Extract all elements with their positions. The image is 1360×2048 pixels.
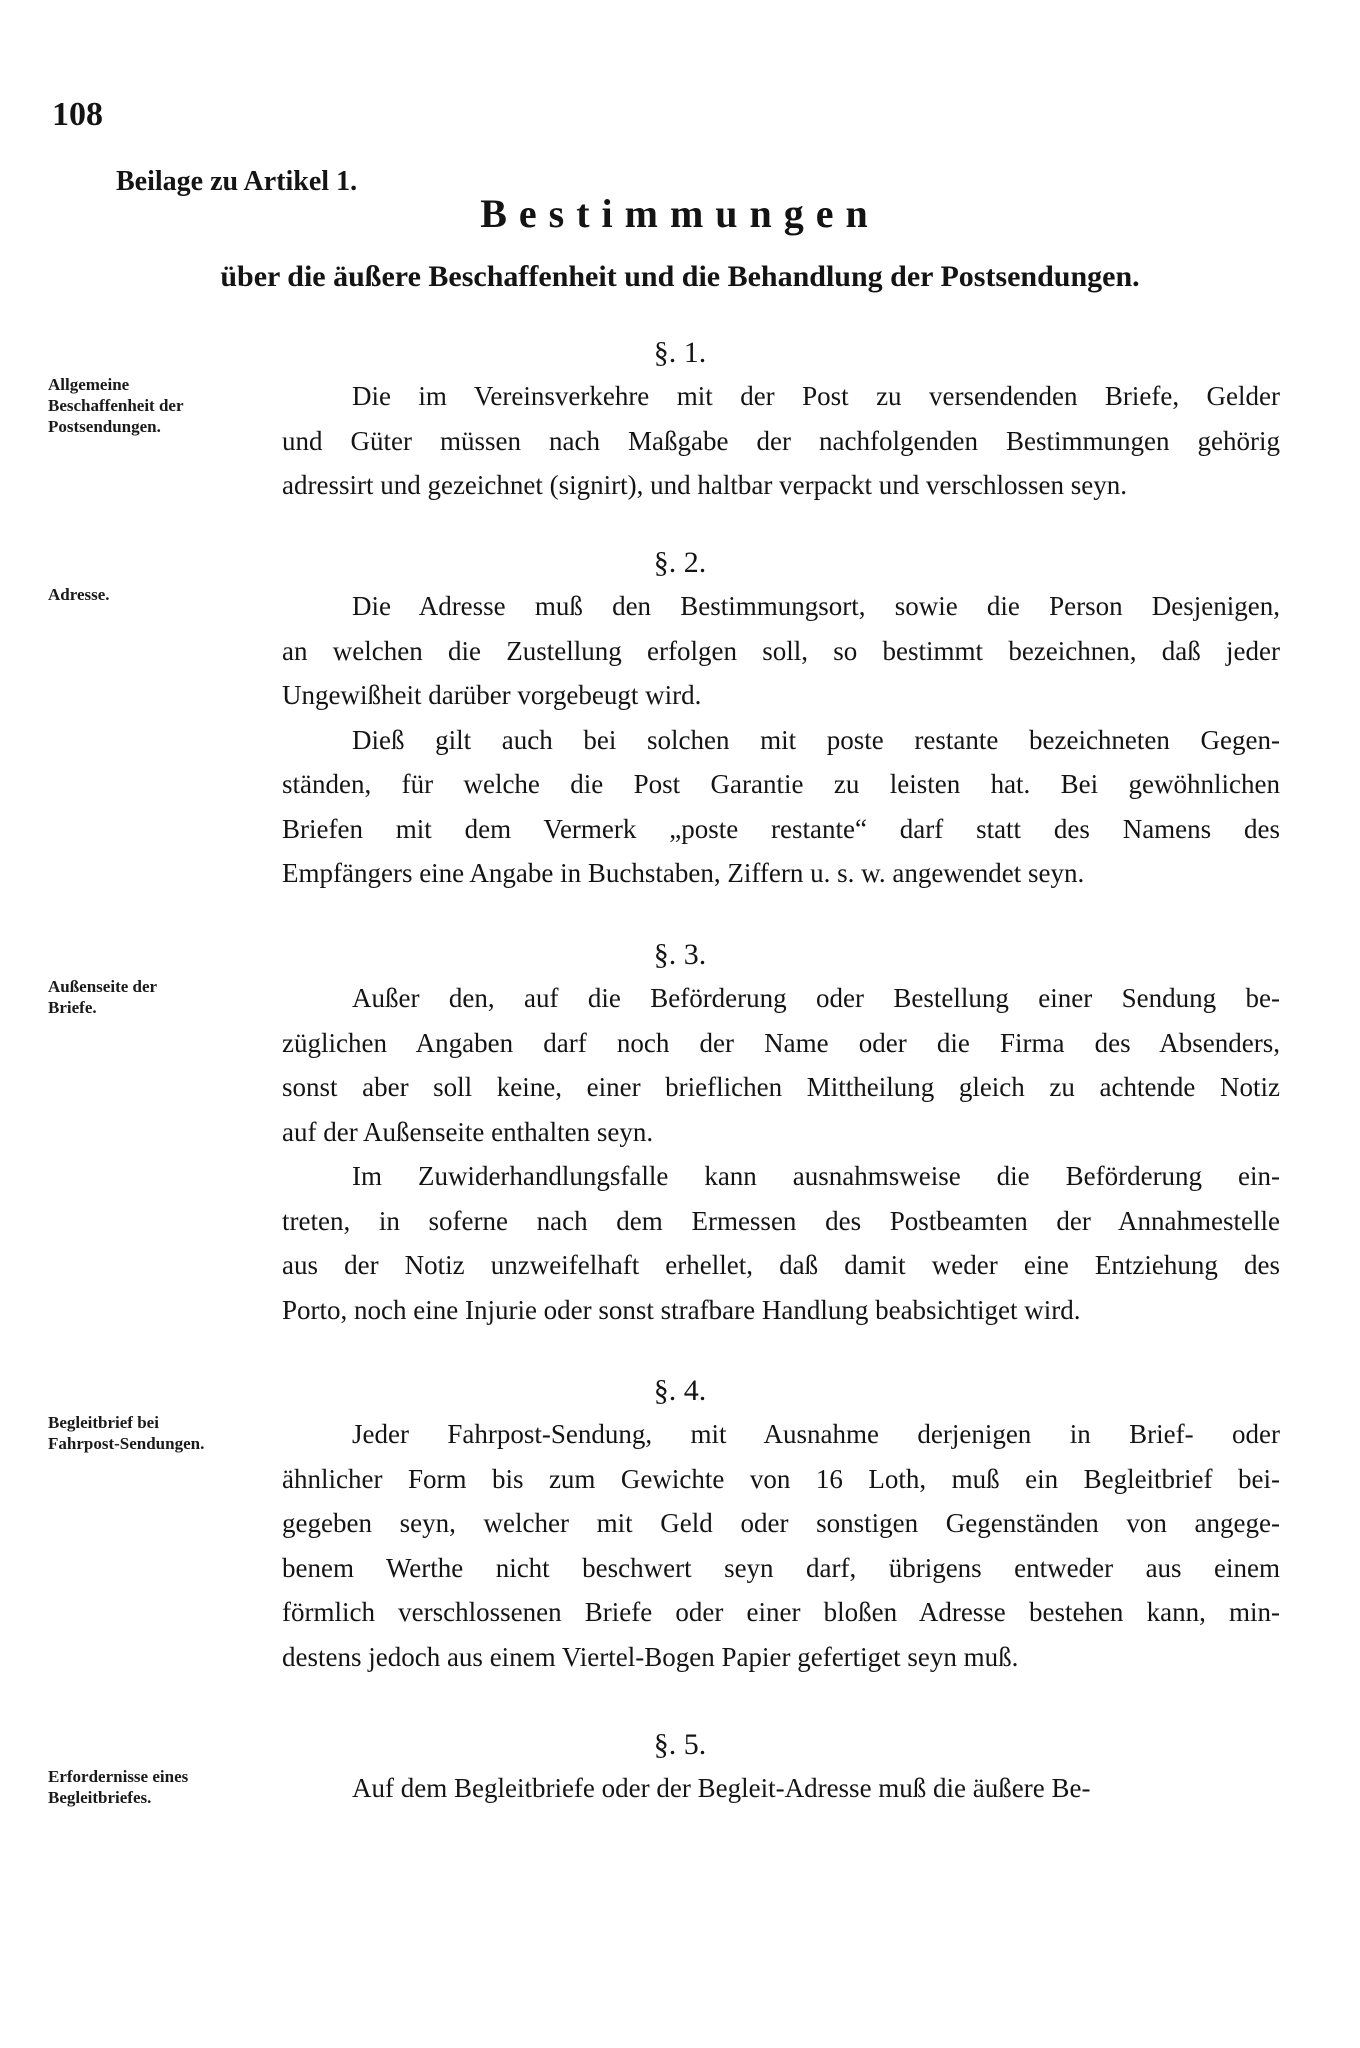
- margin-note: Begleitbrief bei Fahrpost-Sendungen.: [48, 1413, 205, 1453]
- text-line: Außer den, auf die Beförderung oder Bestellung einer Sendung be-: [352, 983, 1280, 1013]
- text-line: und Güter müssen nach Maßgabe der nachfolgenden Bestimmungen gehörig: [282, 425, 1280, 456]
- text-line: sonst aber soll keine, einer brieflichen Mittheilung gleich zu achtende Notiz: [282, 1072, 1280, 1102]
- paragraph: [212, 1412, 1280, 1679]
- text-line: destens jedoch aus einem Viertel-Bogen Papier gefertiget seyn muß.: [282, 1641, 1019, 1672]
- section-heading: §. 1.: [653, 336, 707, 369]
- paragraph: [212, 976, 1280, 1154]
- section-body: [212, 584, 1280, 896]
- paragraph: [212, 374, 1280, 508]
- text-line: Porto, noch eine Injurie oder sonst strafbare Handlung beabsichtiget wird.: [282, 1294, 1081, 1325]
- paragraph: [212, 1154, 1280, 1332]
- text-line: ständen, für welche die Post Garantie zu leisten hat. Bei gewöhnlichen: [282, 769, 1280, 799]
- section-body: [212, 976, 1280, 1332]
- text-line: Auf dem Begleitbriefe oder der Begleit-Adresse muß die äußere Be-: [352, 1773, 1091, 1803]
- margin-note: Außenseite der Briefe.: [48, 977, 157, 1017]
- text-line: züglichen Angaben darf noch der Name oder die Firma des Absenders,: [282, 1027, 1280, 1058]
- text-line: Die Adresse muß den Bestimmungsort, sowie die Person Desjenigen,: [352, 591, 1280, 621]
- document-subtitle: über die äußere Beschaffenheit und die Behandlung der Postsendungen.: [220, 260, 1140, 293]
- text-line: Dieß gilt auch bei solchen mit poste restante bezeichneten Gegen-: [352, 724, 1280, 755]
- appendix-reference: Beilage zu Artikel 1.: [116, 166, 358, 197]
- text-line: Ungewißheit darüber vorgebeugt wird.: [282, 680, 702, 710]
- text-line: ähnlicher Form bis zum Gewichte von 16 Loth, muß ein Begleitbrief bei-: [282, 1463, 1280, 1494]
- text-line: Empfängers eine Angabe in Buchstaben, Ziffern u. s. w. angewendet seyn.: [282, 858, 1085, 888]
- text-line: adressirt und gezeichnet (signirt), und haltbar verpackt und verschlossen seyn.: [282, 470, 1127, 500]
- margin-note: Allgemeine Beschaffenheit der Postsendungen.: [48, 375, 184, 436]
- text-line: an welchen die Zustellung erfolgen soll, so bestimmt bezeichnen, daß jeder: [282, 635, 1280, 666]
- page-number: 108: [52, 96, 103, 133]
- text-line: treten, in soferne nach dem Ermessen des Postbeamten der Annahmestelle: [282, 1205, 1280, 1236]
- margin-note: Adresse.: [48, 585, 110, 604]
- text-line: Im Zuwiderhandlungsfalle kann ausnahmsweise die Beförderung ein-: [352, 1161, 1280, 1191]
- text-line: Briefen mit dem Vermerk „poste restante“ darf statt des Namens des: [282, 813, 1280, 844]
- margin-note: Erfordernisse eines Begleitbriefes.: [48, 1767, 189, 1807]
- section-heading: §. 4.: [653, 1374, 707, 1407]
- text-line: Die im Vereinsverkehre mit der Post zu versendenden Briefe, Gelder: [352, 381, 1280, 411]
- text-line: förmlich verschlossenen Briefe oder einer bloßen Adresse bestehen kann, min-: [282, 1597, 1280, 1627]
- text-line: aus der Notiz unzweifelhaft erhellet, daß damit weder eine Entziehung des: [282, 1250, 1280, 1280]
- paragraph: [212, 718, 1280, 896]
- paragraph: [212, 584, 1280, 718]
- section-heading: §. 5.: [653, 1728, 707, 1761]
- section-body: [212, 374, 1280, 508]
- text-line: auf der Außenseite enthalten seyn.: [282, 1116, 654, 1147]
- section-body: [212, 1766, 1280, 1811]
- section-heading: §. 2.: [653, 546, 707, 579]
- paragraph: [212, 1766, 1280, 1811]
- text-line: Jeder Fahrpost-Sendung, mit Ausnahme derjenigen in Brief- oder: [352, 1419, 1280, 1449]
- text-line: gegeben seyn, welcher mit Geld oder sonstigen Gegenständen von angege-: [282, 1508, 1280, 1538]
- section-body: [212, 1412, 1280, 1679]
- text-line: benem Werthe nicht beschwert seyn darf, übrigens entweder aus einem: [282, 1552, 1280, 1583]
- document-title: Bestimmungen: [480, 191, 880, 236]
- section-heading: §. 3.: [653, 938, 707, 971]
